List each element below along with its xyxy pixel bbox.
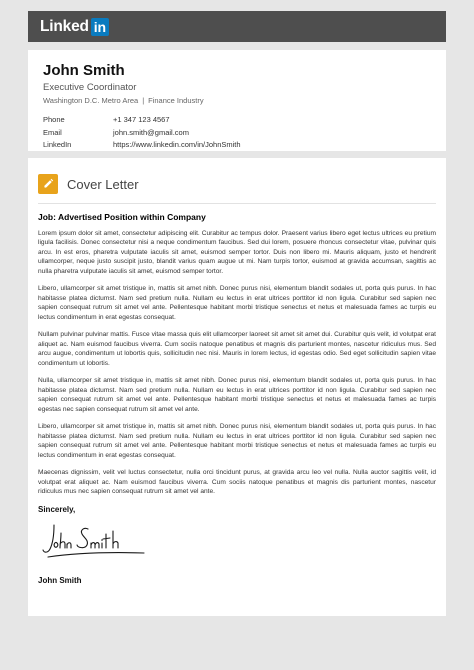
paragraph: Nullam pulvinar pulvinar mattis. Fusce vitae massa quis elit ullamcorper laoreet sit amet sit amet dui. Curabitur quis velit, id volutpat erat aliquet ac. Nam euismod faucibus viverra. Cum sociis natoque penatibus et magnis dis parturient montes, nascetur ridiculus mus. Sed arcu augue, condimentum ut lobortis quis, sollicitudin nec nisi. Mauris in lorem lectus, id egestas odio. Sed eget sollicitudin sapien vitae condimentum ut lobortis. bbox=[38, 331, 436, 367]
profile-industry: Finance Industry bbox=[148, 96, 204, 105]
contact-value[interactable]: https://www.linkedin.com/in/JohnSmith bbox=[113, 140, 241, 149]
contact-row-email bbox=[43, 127, 446, 140]
profile-name: John Smith bbox=[43, 62, 125, 79]
profile-meta bbox=[43, 96, 446, 105]
signature-name: John Smith bbox=[38, 576, 82, 586]
paragraph: Maecenas dignissim, velit vel luctus consectetur, nulla orci tincidunt purus, at gravida arcu leo vel nulla. Nulla auctor sagittis velit, id volutpat erat aliquet ac. Nam euismod faucibus viverra. Cum sociis natoque penatibus et magnis dis parturient montes, nascetur ridiculus mus nec sapien consequat rutrum sit amet vel ante. bbox=[38, 469, 436, 496]
contact-value[interactable]: john.smith@gmail.com bbox=[113, 127, 189, 137]
letter-header bbox=[38, 174, 139, 194]
contact-label: Phone bbox=[43, 115, 65, 124]
top-bar bbox=[28, 11, 446, 42]
contact-list bbox=[43, 114, 446, 152]
paragraph: Libero, ullamcorper sit amet tristique in, mattis sit amet nibh. Donec purus nisi, elementum blandit sodales ut, porta quis purus. In hac habitasse platea dictumst. Nam sed pretium nulla. Nullam eu lectus in erat ultrices porttitor id non ligula. Curabitur sed sapien nec sapien consequat rutrum sit amet vel ante. Pellentesque habitant morbi tristique senectus et netus et malesuada fames ac turpis eu lectus condimentum in erat egestas consequat. bbox=[38, 285, 436, 321]
pencil-icon bbox=[38, 174, 58, 194]
contact-row-linkedin bbox=[43, 139, 446, 152]
letter-heading: Cover Letter bbox=[67, 176, 139, 192]
paragraph: Libero, ullamcorper sit amet tristique in, mattis sit amet nibh. Donec purus nisi, elementum blandit sodales ut, porta quis purus. In hac habitasse platea dictumst. Nam sed pretium nulla. Nullam eu lectus in erat ultrices porttitor id non ligula. Curabitur sed sapien nec sapien consequat rutrum sit amet vel ante. Pellentesque habitant morbi tristique senectus et netus et malesuada fames ac turpis eu lectus condimentum in erat egestas consequat. bbox=[38, 423, 436, 459]
profile-card bbox=[28, 50, 446, 151]
profile-location: Washington D.C. Metro Area bbox=[43, 96, 139, 105]
cover-letter-card bbox=[28, 158, 446, 616]
logo-text: Linked bbox=[40, 17, 89, 35]
closing: Sincerely, bbox=[38, 505, 76, 515]
paragraph: Nulla, ullamcorper sit amet tristique in, mattis sit amet nibh. Donec purus nisi, elementum blandit sodales ut, porta quis purus. In hac habitasse platea dictumst. Nam sed pretium nulla. Nullam eu lectus in erat ultrices porttitor id non ligula. Curabitur sed sapien nec sapien consequat rutrum sit amet vel ante. Pellentesque habitant morbi tristique senectus et netus et malesuada fames ac turpis egestas nec sapien consequat rutrum sit amet vel ante. bbox=[38, 377, 436, 413]
meta-separator: | bbox=[142, 96, 145, 105]
divider bbox=[38, 203, 436, 204]
signature-image bbox=[40, 519, 150, 565]
contact-value: +1 347 123 4567 bbox=[113, 115, 170, 124]
contact-row-phone bbox=[43, 114, 446, 127]
profile-title: Executive Coordinator bbox=[43, 82, 137, 93]
contact-label: Email bbox=[43, 127, 62, 137]
linkedin-logo[interactable] bbox=[40, 18, 109, 36]
job-line: Job: Advertised Position within Company bbox=[38, 212, 206, 222]
paragraph: Lorem ipsum dolor sit amet, consectetur adipiscing elit. Curabitur ac tempus dolor. Praesent varius libero eget lectus ultrices eu pretium ligula facilisis. Donec consectetur nisi a neque condimentum faucibus. Sed dui lorem, posuere rhoncus consectetur vitae, pulvinar quis arcu. In est eros, pharetra vulputate iaculis sit amet, euismod semper tortor. Duis non libero mi. Mauris aliquam, justo et hendrerit ullamcorper, neque justo suscipit justo, blandit varius quam augue ut mi. Nam turpis tortor, euismod at gravida accumsan, sagittis ac nulla pharetra vulputate iaculis sit amet, euismod semper tortor. bbox=[38, 230, 436, 275]
logo-badge: in bbox=[91, 18, 109, 36]
letter-body bbox=[38, 212, 436, 586]
contact-label: LinkedIn bbox=[43, 140, 72, 149]
